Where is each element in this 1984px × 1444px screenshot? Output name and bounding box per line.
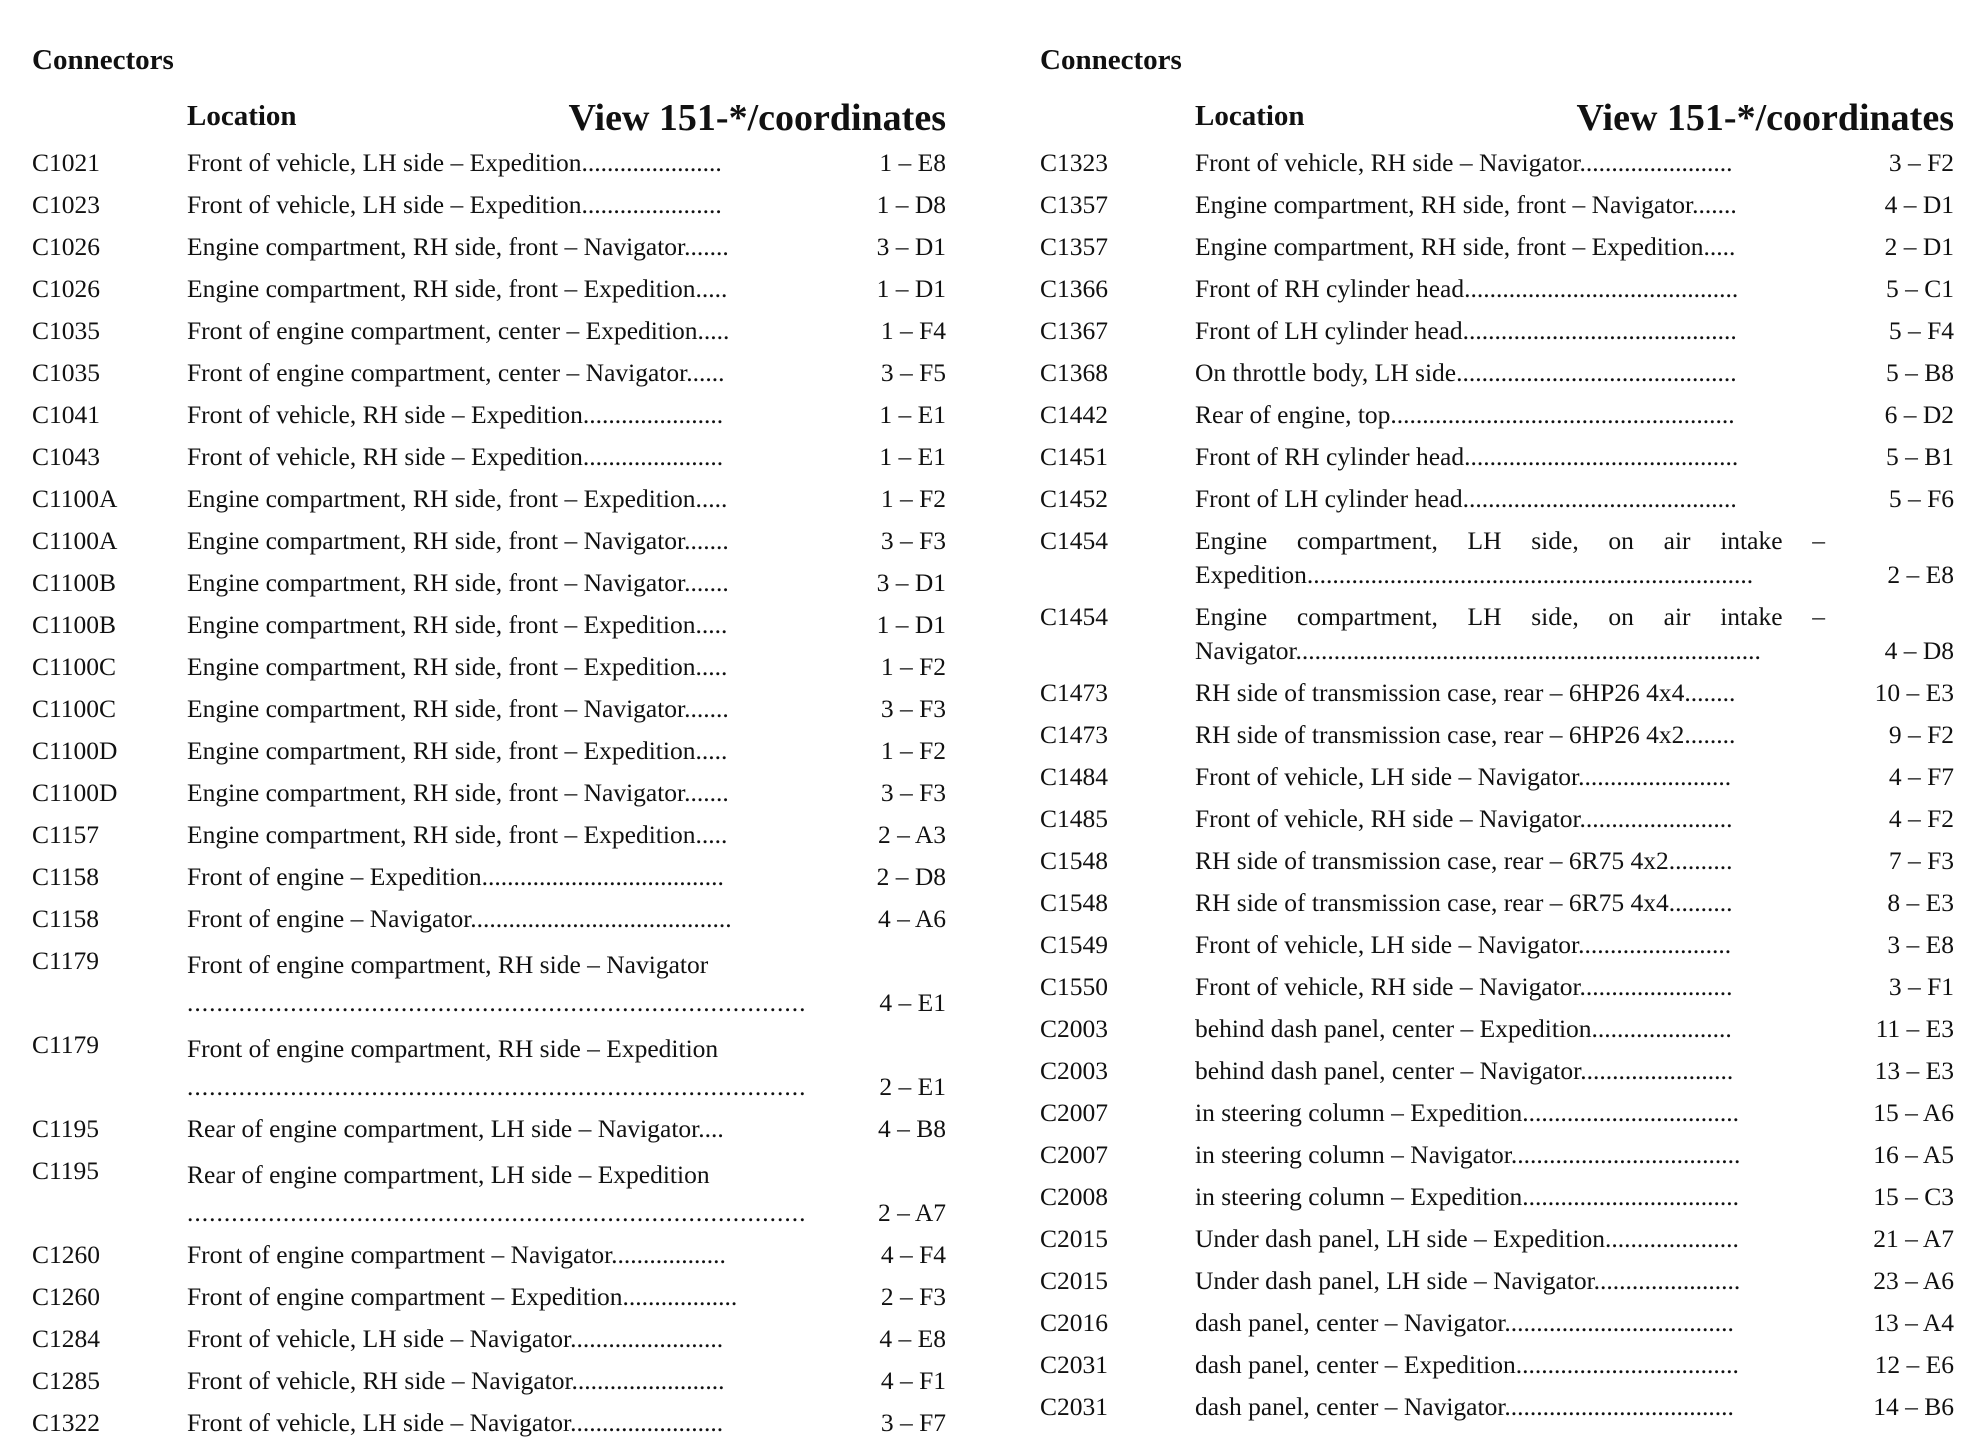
connector-row	[32, 1024, 946, 1108]
connector-id: C2007	[1040, 1098, 1109, 1127]
view-coordinate: 15 – C3	[1873, 1182, 1954, 1211]
connector-id: C1035	[32, 358, 101, 387]
connector-row	[1040, 1260, 1954, 1302]
connector-list	[32, 142, 946, 1444]
connector-location: Front of vehicle, RH side – Expedition......................	[187, 400, 724, 429]
connector-id: C1454	[1040, 526, 1109, 555]
connector-row	[32, 1318, 946, 1360]
leader-dots: ....................................................................................	[187, 988, 807, 1017]
connector-row	[1040, 1302, 1954, 1344]
connector-row	[1040, 1134, 1954, 1176]
connector-location: Front of vehicle, RH side – Navigator........................	[1195, 804, 1733, 833]
connector-row	[32, 814, 946, 856]
view-coordinate: 5 – B8	[1885, 358, 1954, 387]
connector-row	[32, 646, 946, 688]
connector-location: Front of RH cylinder head...........................................	[1195, 442, 1739, 471]
connector-location: dash panel, center – Navigator....................................	[1195, 1308, 1734, 1337]
view-coordinate: 4 – F2	[1888, 804, 1954, 833]
view-coordinate: 3 – F1	[1888, 972, 1954, 1001]
section-title: Connectors	[32, 44, 174, 76]
connector-location: dash panel, center – Expedition...................................	[1195, 1350, 1739, 1379]
connector-row	[32, 856, 946, 898]
connector-id: C1041	[32, 400, 101, 429]
view-coordinate: 5 – F6	[1888, 484, 1954, 513]
connector-location: Front of vehicle, RH side – Navigator........................	[187, 1366, 725, 1395]
view-coordinate: 3 – E8	[1887, 930, 1954, 959]
view-coordinate: 4 – F4	[880, 1240, 946, 1269]
view-coordinate: 1 – F2	[880, 736, 946, 765]
connector-row	[1040, 966, 1954, 1008]
view-coordinate: 1 – E1	[879, 442, 946, 471]
connector-location: Engine compartment, RH side, front – Navigator.......	[187, 568, 729, 597]
connector-location: On throttle body, LH side............................................	[1195, 358, 1737, 387]
connector-row	[1040, 714, 1954, 756]
connector-location: Engine compartment, RH side, front – Expedition.....	[187, 820, 728, 849]
connector-id: C1285	[32, 1366, 101, 1395]
connector-location: Front of vehicle, LH side – Navigator........................	[187, 1408, 724, 1437]
connector-location: in steering column – Expedition..................................	[1195, 1098, 1739, 1127]
connector-id: C1157	[32, 820, 100, 849]
view-coordinate: 2 – D1	[1884, 232, 1954, 261]
connector-location: Engine compartment, RH side, front – Navigator.......	[1195, 190, 1737, 219]
leader-dots-holder	[187, 1196, 817, 1230]
view-coordinate: 11 – E3	[1875, 1014, 1954, 1043]
view-coordinate: 1 – D1	[876, 610, 946, 639]
connector-location: Front of engine compartment, center – Navigator......	[187, 358, 725, 387]
connector-row	[32, 310, 946, 352]
connector-location: RH side of transmission case, rear – 6R75 4x4..........	[1195, 888, 1733, 917]
connector-id: C2003	[1040, 1014, 1109, 1043]
connector-id: C1026	[32, 274, 101, 303]
connector-id: C1550	[1040, 972, 1109, 1001]
connector-row	[1040, 1176, 1954, 1218]
view-coordinate: 15 – A6	[1873, 1098, 1954, 1127]
view-coordinate: 1 – F2	[880, 484, 946, 513]
connector-id: C1473	[1040, 720, 1109, 749]
connector-id: C1195	[32, 1156, 100, 1185]
connector-row	[32, 268, 946, 310]
connector-row	[1040, 142, 1954, 184]
connector-row	[32, 1234, 946, 1276]
connector-id: C1366	[1040, 274, 1109, 303]
view-coordinate: 3 – F3	[880, 778, 946, 807]
connector-row	[1040, 310, 1954, 352]
connector-id: C1451	[1040, 442, 1109, 471]
connector-id: C2003	[1040, 1056, 1109, 1085]
connector-row	[32, 226, 946, 268]
view-coordinate: 4 – E1	[879, 988, 946, 1017]
connector-location: dash panel, center – Navigator....................................	[1195, 1392, 1734, 1421]
connector-id: C1357	[1040, 190, 1109, 219]
connector-row	[1040, 1218, 1954, 1260]
view-coordinate: 3 – F7	[880, 1408, 946, 1437]
connector-location: Engine compartment, RH side, front – Expedition.....	[1195, 232, 1736, 261]
connector-id: C1100D	[32, 778, 118, 807]
connector-row	[32, 478, 946, 520]
connector-id: C1158	[32, 862, 100, 891]
connector-id: C1100C	[32, 694, 117, 723]
connector-location: behind dash panel, center – Navigator........................	[1195, 1056, 1734, 1085]
connector-location: Under dash panel, LH side – Navigator.......................	[1195, 1266, 1741, 1295]
connector-id: C1026	[32, 232, 101, 261]
connector-row	[1040, 184, 1954, 226]
view-coordinate: 7 – F3	[1888, 846, 1954, 875]
connector-location: Front of vehicle, LH side – Expedition......................	[187, 190, 722, 219]
connector-location: Engine compartment, RH side, front – Navigator.......	[187, 526, 729, 555]
connector-row	[32, 604, 946, 646]
connector-location: Engine compartment, RH side, front – Expedition.....	[187, 736, 728, 765]
connector-row	[1040, 924, 1954, 966]
connector-id: C2015	[1040, 1224, 1109, 1253]
connector-location: Rear of engine compartment, LH side – Expedition	[187, 1160, 710, 1189]
connector-id: C2031	[1040, 1392, 1109, 1421]
connector-id: C1442	[1040, 400, 1109, 429]
connector-row	[32, 1360, 946, 1402]
connector-location: Front of engine – Navigator.........................................	[187, 904, 732, 933]
connector-location: in steering column – Expedition..................................	[1195, 1182, 1739, 1211]
connector-row	[32, 898, 946, 940]
view-coordinate: 5 – B1	[1885, 442, 1954, 471]
leader-dots: ....................................................................................	[187, 1198, 807, 1227]
leader-dots-holder	[187, 1070, 817, 1104]
view-coordinate: 4 – F1	[880, 1366, 946, 1395]
view-coordinate: 21 – A7	[1873, 1224, 1954, 1253]
connector-row	[32, 1108, 946, 1150]
connector-location: Front of vehicle, LH side – Expedition......................	[187, 148, 722, 177]
connector-row	[1040, 1008, 1954, 1050]
view-coordinate: 1 – D8	[876, 190, 946, 219]
connector-id: C1100B	[32, 610, 117, 639]
connector-id: C2016	[1040, 1308, 1109, 1337]
connector-id: C1021	[32, 148, 101, 177]
connector-location: Front of vehicle, RH side – Navigator........................	[1195, 148, 1733, 177]
view-coordinate: 2 – A7	[877, 1198, 946, 1227]
connector-location: RH side of transmission case, rear – 6HP26 4x4........	[1195, 678, 1736, 707]
connector-row	[1040, 352, 1954, 394]
connector-location: Front of engine compartment – Expedition..................	[187, 1282, 738, 1311]
connector-row	[1040, 798, 1954, 840]
connector-row	[1040, 226, 1954, 268]
connector-location: Under dash panel, LH side – Expedition.....................	[1195, 1224, 1739, 1253]
connector-id: C1323	[1040, 148, 1109, 177]
connector-id: C1548	[1040, 888, 1109, 917]
view-coordinate: 4 – D8	[1884, 636, 1954, 665]
view-coordinate: 2 – A3	[877, 820, 946, 849]
connector-location: Engine compartment, RH side, front – Expedition.....	[187, 484, 728, 513]
connector-row	[32, 184, 946, 226]
connector-row	[32, 1276, 946, 1318]
connector-row	[32, 730, 946, 772]
connector-row	[1040, 394, 1954, 436]
connector-location: Rear of engine compartment, LH side – Navigator....	[187, 1114, 724, 1143]
view-coordinate: 2 – F3	[880, 1282, 946, 1311]
view-coordinate: 2 – E8	[1887, 560, 1954, 589]
connector-row	[32, 352, 946, 394]
view-coordinate: 4 – F7	[1888, 762, 1954, 791]
connector-row	[32, 1150, 946, 1234]
connector-row	[1040, 672, 1954, 714]
location-header: Location	[1195, 100, 1305, 132]
connector-id: C1368	[1040, 358, 1109, 387]
section-title: Connectors	[1040, 44, 1182, 76]
connector-location: Engine compartment, LH side, on air intake – Expedition......................................................................	[1195, 526, 1825, 589]
connector-id: C1260	[32, 1282, 101, 1311]
connector-id: C1284	[32, 1324, 101, 1353]
connector-location: in steering column – Navigator....................................	[1195, 1140, 1741, 1169]
connector-location: RH side of transmission case, rear – 6HP26 4x2........	[1195, 720, 1736, 749]
view-coordinate: 6 – D2	[1884, 400, 1954, 429]
connector-location: Front of LH cylinder head...........................................	[1195, 484, 1737, 513]
connector-location: Front of vehicle, RH side – Navigator........................	[1195, 972, 1733, 1001]
view-coordinate: 3 – D1	[876, 568, 946, 597]
connector-location: Engine compartment, RH side, front – Navigator.......	[187, 778, 729, 807]
view-coordinates-header: View 151-*/coordinates	[1576, 97, 1954, 139]
connector-id: C1367	[1040, 316, 1109, 345]
view-coordinate: 1 – E8	[879, 148, 946, 177]
connector-id: C1100C	[32, 652, 117, 681]
connector-location: Front of vehicle, LH side – Navigator........................	[1195, 762, 1732, 791]
connector-location: Engine compartment, RH side, front – Expedition.....	[187, 652, 728, 681]
connector-id: C1179	[32, 946, 100, 975]
connector-location: RH side of transmission case, rear – 6R75 4x2..........	[1195, 846, 1733, 875]
connector-id: C1549	[1040, 930, 1109, 959]
connector-id: C1454	[1040, 602, 1109, 631]
connector-id: C1158	[32, 904, 100, 933]
connector-location: Front of engine – Expedition......................................	[187, 862, 724, 891]
view-coordinate: 5 – F4	[1888, 316, 1954, 345]
connector-row	[1040, 1386, 1954, 1428]
connector-location: Engine compartment, RH side, front – Navigator.......	[187, 232, 729, 261]
connector-id: C2031	[1040, 1350, 1109, 1379]
connector-id: C1023	[32, 190, 101, 219]
view-coordinate: 8 – E3	[1887, 888, 1954, 917]
view-coordinate: 1 – E1	[879, 400, 946, 429]
view-coordinate: 9 – F2	[1888, 720, 1954, 749]
view-coordinate: 5 – C1	[1885, 274, 1954, 303]
view-coordinate: 3 – D1	[876, 232, 946, 261]
connector-row	[32, 1402, 946, 1444]
view-coordinate: 4 – D1	[1884, 190, 1954, 219]
connector-location: Engine compartment, RH side, front – Navigator.......	[187, 694, 729, 723]
connector-row	[32, 436, 946, 478]
connector-id: C1195	[32, 1114, 100, 1143]
connector-row	[1040, 596, 1954, 672]
connector-id: C1100B	[32, 568, 117, 597]
view-coordinate: 3 – F3	[880, 694, 946, 723]
connector-id: C1485	[1040, 804, 1109, 833]
connector-id: C2008	[1040, 1182, 1109, 1211]
connector-row	[1040, 882, 1954, 924]
connector-id: C1473	[1040, 678, 1109, 707]
connector-id: C2007	[1040, 1140, 1109, 1169]
connector-row	[1040, 436, 1954, 478]
connector-row	[1040, 478, 1954, 520]
view-coordinate: 1 – F4	[880, 316, 946, 345]
connector-row	[1040, 1344, 1954, 1386]
view-coordinate: 3 – F3	[880, 526, 946, 555]
connector-row	[32, 940, 946, 1024]
connector-row	[32, 772, 946, 814]
connector-id: C1100D	[32, 736, 118, 765]
connector-location: Engine compartment, RH side, front – Expedition.....	[187, 274, 728, 303]
connector-id: C1548	[1040, 846, 1109, 875]
connector-row	[1040, 268, 1954, 310]
connector-id: C1452	[1040, 484, 1109, 513]
connector-location: Front of RH cylinder head...........................................	[1195, 274, 1739, 303]
connector-row	[1040, 840, 1954, 882]
view-coordinate: 1 – F2	[880, 652, 946, 681]
connector-id: C1100A	[32, 526, 118, 555]
view-coordinate: 13 – E3	[1874, 1056, 1954, 1085]
connector-id: C1260	[32, 1240, 101, 1269]
connector-location: behind dash panel, center – Expedition......................	[1195, 1014, 1732, 1043]
connector-list	[1040, 142, 1954, 1428]
connector-location: Front of engine compartment, RH side – Expedition	[187, 1034, 719, 1063]
view-coordinate: 4 – A6	[877, 904, 946, 933]
view-coordinate: 2 – E1	[879, 1072, 946, 1101]
view-coordinate: 10 – E3	[1874, 678, 1954, 707]
connector-location: Engine compartment, LH side, on air intake – Navigator.........................................................................	[1195, 602, 1825, 665]
view-coordinate: 1 – D1	[876, 274, 946, 303]
view-coordinate: 12 – E6	[1874, 1350, 1954, 1379]
connector-id: C2015	[1040, 1266, 1109, 1295]
connector-location: Front of engine compartment – Navigator..................	[187, 1240, 726, 1269]
connector-row	[32, 394, 946, 436]
connector-id: C1035	[32, 316, 101, 345]
view-coordinate: 2 – D8	[876, 862, 946, 891]
connector-row	[1040, 1050, 1954, 1092]
connector-location: Front of vehicle, RH side – Expedition......................	[187, 442, 724, 471]
view-coordinate: 16 – A5	[1873, 1140, 1954, 1169]
leader-dots: ....................................................................................	[187, 1072, 807, 1101]
view-coordinate: 4 – E8	[879, 1324, 946, 1353]
connector-id: C1179	[32, 1030, 100, 1059]
connector-row	[32, 562, 946, 604]
location-header: Location	[187, 100, 297, 132]
connector-id: C1043	[32, 442, 101, 471]
connector-location: Front of engine compartment, center – Expedition.....	[187, 316, 730, 345]
view-coordinates-header: View 151-*/coordinates	[568, 97, 946, 139]
connector-row	[1040, 520, 1954, 596]
connector-location: Engine compartment, RH side, front – Expedition.....	[187, 610, 728, 639]
leader-dots-holder	[187, 986, 817, 1020]
connector-location: Rear of engine, top......................................................	[1195, 400, 1735, 429]
connector-row	[32, 520, 946, 562]
connector-row	[32, 688, 946, 730]
connector-id: C1484	[1040, 762, 1109, 791]
view-coordinate: 4 – B8	[877, 1114, 946, 1143]
connector-id: C1322	[32, 1408, 101, 1437]
connector-location: Front of vehicle, LH side – Navigator........................	[187, 1324, 724, 1353]
connector-location: Front of vehicle, LH side – Navigator........................	[1195, 930, 1732, 959]
connector-location: Front of engine compartment, RH side – Navigator	[187, 950, 709, 979]
connector-id: C1100A	[32, 484, 118, 513]
connector-row	[1040, 1092, 1954, 1134]
view-coordinate: 3 – F5	[880, 358, 946, 387]
connector-row	[32, 142, 946, 184]
connector-row	[1040, 756, 1954, 798]
connector-location: Front of LH cylinder head...........................................	[1195, 316, 1737, 345]
connector-id: C1357	[1040, 232, 1109, 261]
view-coordinate: 3 – F2	[1888, 148, 1954, 177]
view-coordinate: 13 – A4	[1873, 1308, 1954, 1337]
view-coordinate: 23 – A6	[1873, 1266, 1954, 1295]
view-coordinate: 14 – B6	[1873, 1392, 1954, 1421]
